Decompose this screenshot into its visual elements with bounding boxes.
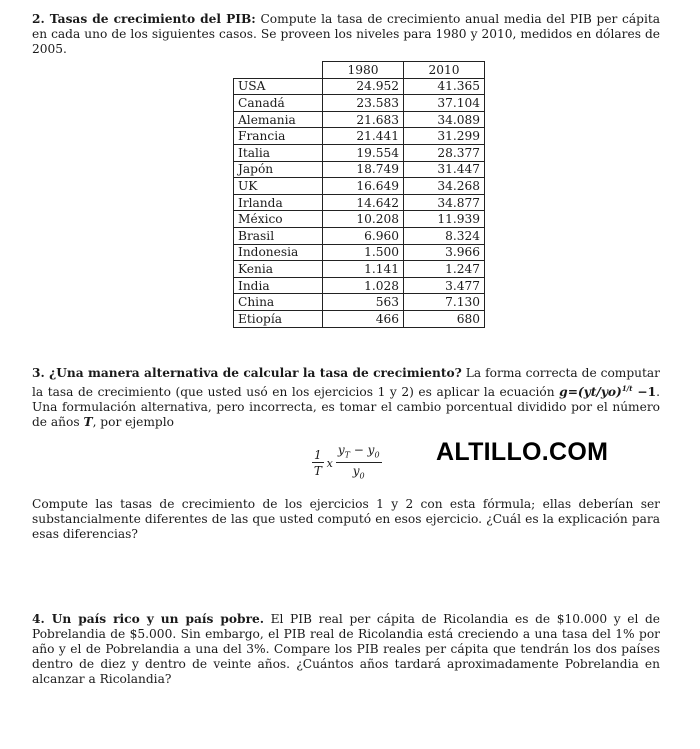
value-2010-cell: 34.089 xyxy=(404,111,485,128)
country-cell: Indonesia xyxy=(234,244,323,261)
country-cell: Etiopía xyxy=(234,310,323,327)
value-2010-cell: 28.377 xyxy=(404,144,485,161)
table-row xyxy=(234,178,485,195)
country-cell: China xyxy=(234,294,323,311)
exercise-3-body-a: La forma correcta de computar la tasa de crecimiento (que usted usó en los ejercicios 1 y 2) es aplicar la ecuación xyxy=(32,366,661,400)
exercise-4-paragraph xyxy=(32,612,660,687)
table-row xyxy=(234,161,485,178)
table-header-row xyxy=(234,62,485,79)
value-1980-cell: 21.441 xyxy=(323,128,404,145)
value-1980-cell: 24.952 xyxy=(323,78,404,95)
exercise-3-body-c: , por ejemplo xyxy=(92,415,174,430)
table-row xyxy=(234,277,485,294)
table-row xyxy=(234,261,485,278)
country-cell: Brasil xyxy=(234,227,323,244)
exercise-3-body-b: . Una formulación alternativa, pero incorrecta, es tomar el cambio porcentual dividido por el número de años xyxy=(32,385,660,430)
country-cell: Alemania xyxy=(234,111,323,128)
value-1980-cell: 19.554 xyxy=(323,144,404,161)
country-cell: USA xyxy=(234,78,323,95)
table-row xyxy=(234,128,485,145)
equation-exponent: 1/t xyxy=(621,384,633,393)
value-1980-cell: 10.208 xyxy=(323,211,404,228)
value-2010-cell: 41.365 xyxy=(404,78,485,95)
table-row xyxy=(234,310,485,327)
formula-change-fraction: $\frac{y_T - y_0}{y_0}$ xyxy=(337,443,380,481)
value-2010-cell: 680 xyxy=(404,310,485,327)
table-row xyxy=(234,227,485,244)
value-2010-cell: 8.324 xyxy=(404,227,485,244)
value-2010-cell: 34.877 xyxy=(404,194,485,211)
table-row xyxy=(234,111,485,128)
value-2010-cell: 7.130 xyxy=(404,294,485,311)
column-header-1980: 1980 xyxy=(323,62,404,79)
value-2010-cell: 31.447 xyxy=(404,161,485,178)
table-row xyxy=(234,244,485,261)
value-1980-cell: 1.500 xyxy=(323,244,404,261)
value-2010-cell: 31.299 xyxy=(404,128,485,145)
value-1980-cell: 1.141 xyxy=(323,261,404,278)
country-cell: Canadá xyxy=(234,95,323,112)
exercise-3-T: T xyxy=(83,415,93,430)
column-header-2010: 2010 xyxy=(404,62,485,79)
table-row xyxy=(234,194,485,211)
exercise-4-body: El PIB real per cápita de Ricolandia es de $10.000 y el de Pobrelandia de $5.000. Sin embargo, el PIB real de Ricolandia está creciendo a una tasa del 1% por año y el de Pobrelandia a una del 3%. Compare los PIB reales per cápita que tendrán los dos países dentro de diez y dentro de veinte años. ¿Cuántos años tardará aproximadamente Pobrelandia en alcanzar a Ricolandia? xyxy=(32,612,660,686)
value-1980-cell: 16.649 xyxy=(323,178,404,195)
value-1980-cell: 21.683 xyxy=(323,111,404,128)
exercise-3-followup: Compute las tasas de crecimiento de los ejercicios 1 y 2 con esta fórmula; ellas deberían ser substancialmente diferentes de las que usted computó en esos ejercicio. ¿Cuál es la explicación para esas diferencias? xyxy=(32,497,660,541)
exercise-3-paragraph xyxy=(32,366,660,430)
table-row xyxy=(234,95,485,112)
growth-formula xyxy=(310,443,384,484)
country-cell: UK xyxy=(234,178,323,195)
gdp-table xyxy=(233,61,485,328)
value-1980-cell: 1.028 xyxy=(323,277,404,294)
value-2010-cell: 3.477 xyxy=(404,277,485,294)
country-cell: México xyxy=(234,211,323,228)
value-1980-cell: 14.642 xyxy=(323,194,404,211)
watermark-logo: ALTILLO.COM xyxy=(436,438,609,466)
value-2010-cell: 11.939 xyxy=(404,211,485,228)
value-1980-cell: 18.749 xyxy=(323,161,404,178)
value-1980-cell: 563 xyxy=(323,294,404,311)
exercise-4-title: 4. Un país rico y un país pobre. xyxy=(32,612,264,626)
value-2010-cell: 1.247 xyxy=(404,261,485,278)
formula-times: x xyxy=(326,456,333,470)
value-1980-cell: 6.960 xyxy=(323,227,404,244)
equation-main: g=(yt/yo) xyxy=(559,385,622,400)
table-row xyxy=(234,211,485,228)
value-1980-cell: 23.583 xyxy=(323,95,404,112)
exercise-3-title: 3. ¿Una manera alternativa de calcular la tasa de crecimiento? xyxy=(32,366,462,380)
exercise-2-title: 2. Tasas de crecimiento del PIB: xyxy=(32,12,256,26)
value-2010-cell: 34.268 xyxy=(404,178,485,195)
country-cell: Italia xyxy=(234,144,323,161)
value-2010-cell: 37.104 xyxy=(404,95,485,112)
country-cell: Japón xyxy=(234,161,323,178)
country-cell: India xyxy=(234,277,323,294)
equation-tail: −1 xyxy=(632,385,657,400)
exercise-2-body: Compute la tasa de crecimiento anual media del PIB per cápita en cada uno de los siguientes casos. Se proveen los niveles para 1980 y 2010, medidos en dólares de 2005. xyxy=(32,12,661,56)
value-1980-cell: 466 xyxy=(323,310,404,327)
country-cell: Kenia xyxy=(234,261,323,278)
table-row xyxy=(234,144,485,161)
formula-one-over-T: $\frac{1}{T}$ xyxy=(313,448,322,479)
table-row xyxy=(234,78,485,95)
table-corner-cell xyxy=(234,62,323,79)
country-cell: Irlanda xyxy=(234,194,323,211)
exercise-2-paragraph xyxy=(32,12,660,57)
table-row xyxy=(234,294,485,311)
country-cell: Francia xyxy=(234,128,323,145)
value-2010-cell: 3.966 xyxy=(404,244,485,261)
